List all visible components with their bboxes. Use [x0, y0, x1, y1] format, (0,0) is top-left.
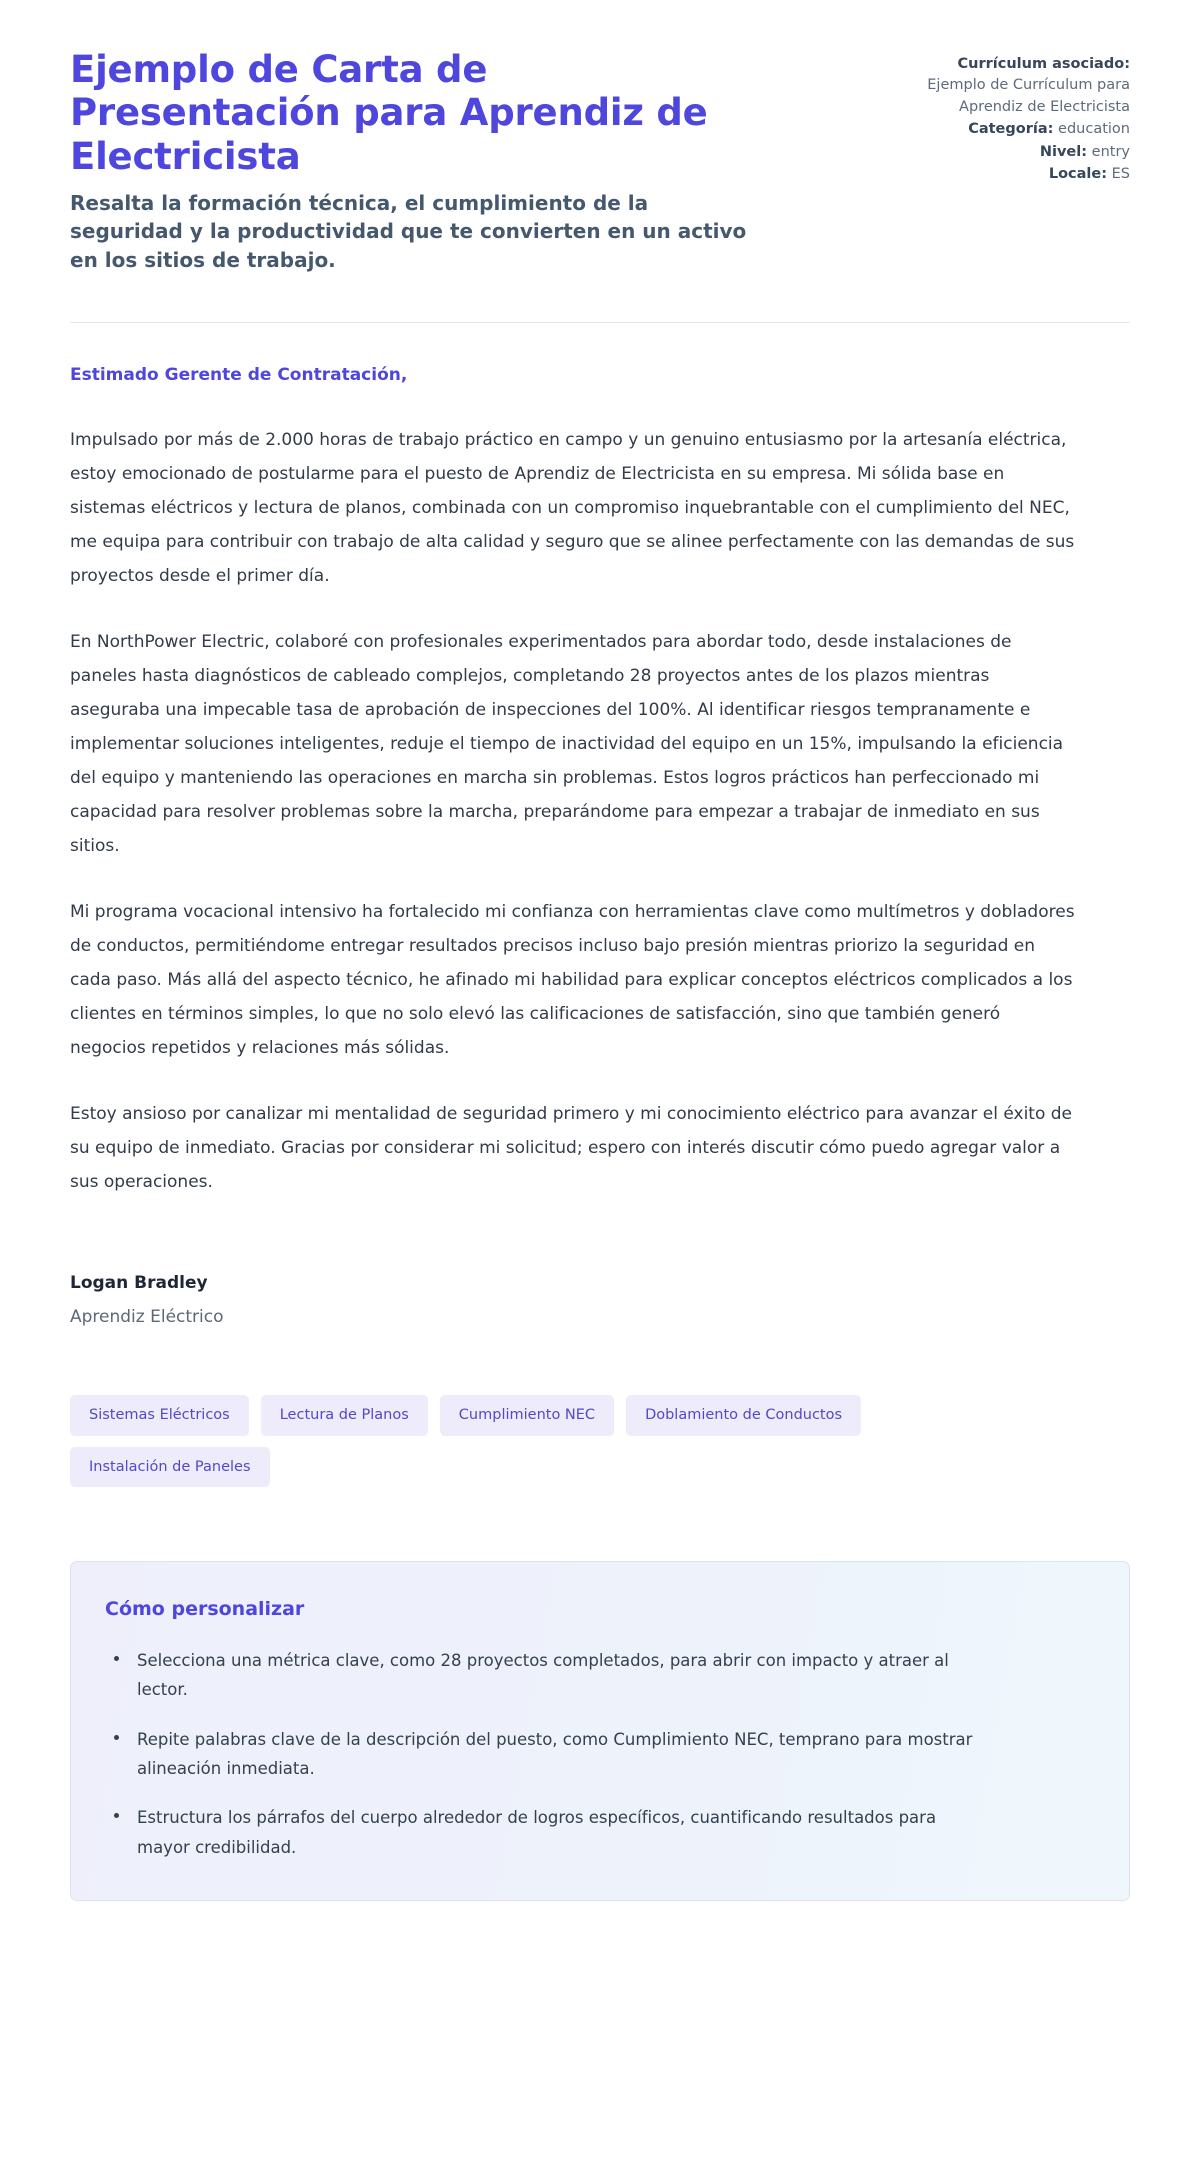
callout-tip-text: Estructura los párrafos del cuerpo alrededor de logros específicos, cuantificando resultados para mayor credibilidad.: [137, 1808, 937, 1857]
meta-associated-resume: [880, 54, 1130, 118]
meta-level-value: entry: [1091, 143, 1130, 160]
callout-tip-item: [105, 1725, 985, 1784]
page-title: Ejemplo de Carta de Presentación para Aprendiz de Electricista: [70, 48, 708, 178]
meta-level: [880, 142, 1130, 163]
skill-tag[interactable]: Instalación de Paneles: [70, 1447, 270, 1488]
page-subtitle: Resalta la formación técnica, el cumplimiento de la seguridad y la productividad que te convierten en un activo en los sitios de trabajo.: [70, 190, 747, 272]
signature-role: Aprendiz Eléctrico: [70, 1307, 224, 1328]
header-title-block: [70, 44, 790, 274]
signature-block: [70, 1273, 1130, 1327]
callout-tip-list: [105, 1646, 1095, 1862]
callout-tip-text: Selecciona una métrica clave, como 28 proyectos completados, para abrir con impacto y atraer al lector.: [137, 1651, 949, 1700]
letter-paragraph: Estoy ansioso por canalizar mi mentalidad de seguridad primero y mi conocimiento eléctrico para avanzar el éxito de su equipo de inmediato. Gracias por considerar mi solicitud; espero con interés discutir cómo puedo agregar valor a sus operaciones.: [70, 1104, 1073, 1193]
skill-tag-list: [70, 1395, 1010, 1487]
letter-salutation: Estimado Gerente de Contratación,: [70, 365, 408, 386]
meta-category-value: education: [1058, 121, 1130, 138]
letter-paragraph: Mi programa vocacional intensivo ha fortalecido mi confianza con herramientas clave como multímetros y dobladores de conductos, permitiéndome entregar resultados precisos incluso bajo presión mientras priorizo la seguridad en cada paso. Más allá del aspecto técnico, he afinado mi habilidad para explicar conceptos eléctricos complicados a los clientes en términos simples, lo que no solo elevó las calificaciones de satisfacción, sino que también generó negocios repetidos y relaciones más sólidas.: [70, 902, 1075, 1059]
meta-resume-value: Ejemplo de Currículum para Aprendiz de Electricista: [927, 77, 1130, 115]
bullet-icon: [114, 1813, 119, 1818]
letter-body: [70, 323, 1130, 1199]
bullet-icon: [114, 1656, 119, 1661]
meta-locale: [880, 164, 1130, 185]
page-header: [70, 44, 1130, 274]
meta-category: [880, 119, 1130, 140]
meta-category-label: Categoría:: [968, 121, 1054, 138]
callout-title: Cómo personalizar: [105, 1598, 305, 1621]
letter-paragraph: En NorthPower Electric, colaboré con profesionales experimentados para abordar todo, desde instalaciones de paneles hasta diagnósticos de cableado complejos, completando 28 proyectos antes de los plazos mientras aseguraba una impecable tasa de aprobación de inspecciones del 100%. Al identificar riesgos tempranamente e implementar soluciones inteligentes, reduje el tiempo de inactividad del equipo en un 15%, impulsando la eficiencia del equipo y manteniendo las operaciones en marcha sin problemas. Estos logros prácticos han perfeccionado mi capacidad para resolver problemas sobre la marcha, preparándome para empezar a trabajar de inmediato en sus sitios.: [70, 632, 1064, 857]
letter-paragraph: Impulsado por más de 2.000 horas de trabajo práctico en campo y un genuino entusiasmo por la artesanía eléctrica, estoy emocionado de postularme para el puesto de Aprendiz de Electricista en su empresa. Mi sólida base en sistemas eléctricos y lectura de planos, combinada con un compromiso inquebrantable con el cumplimiento del NEC, me equipa para contribuir con trabajo de alta calidad y seguro que se alinee perfectamente con las demandas de sus proyectos desde el primer día.: [70, 430, 1075, 587]
skill-tag[interactable]: Cumplimiento NEC: [440, 1395, 614, 1436]
callout-tip-text: Repite palabras clave de la descripción del puesto, como Cumplimiento NEC, temprano para mostrar alineación inmediata.: [137, 1729, 973, 1779]
document-metadata: [880, 44, 1130, 187]
skill-tag[interactable]: Sistemas Eléctricos: [70, 1395, 249, 1436]
meta-resume-label: Currículum asociado:: [957, 56, 1130, 72]
skill-tag[interactable]: Doblamiento de Conductos: [626, 1395, 861, 1436]
meta-locale-label: Locale:: [1048, 166, 1108, 183]
skill-tag[interactable]: Lectura de Planos: [261, 1395, 428, 1436]
customization-callout: [70, 1561, 1130, 1901]
callout-tip-item: [105, 1646, 985, 1705]
meta-locale-value: ES: [1111, 166, 1130, 183]
letter-paragraphs: [70, 423, 1130, 1199]
bullet-icon: [114, 1735, 119, 1740]
meta-level-label: Nivel:: [1039, 143, 1088, 160]
signature-name: Logan Bradley: [70, 1273, 208, 1294]
callout-tip-item: [105, 1803, 985, 1862]
